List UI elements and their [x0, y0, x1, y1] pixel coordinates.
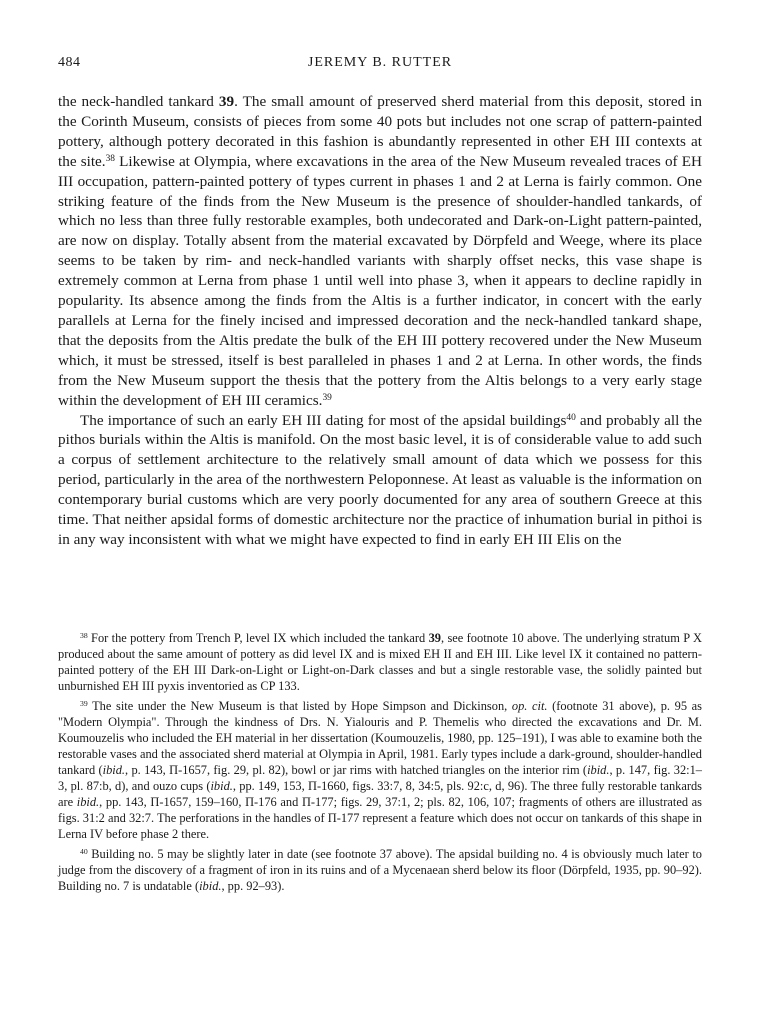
page-header	[58, 55, 702, 73]
footnote-ref-39[interactable]: 39	[322, 392, 332, 403]
text-run: . The small amount of preserved sherd material from this deposit, stored in the Corinth Museum, consists of pieces from some 40 pots but includes not one scrap of pattern-painted pottery, although pottery decorated in this fashion is abundantly represented in other EH III contexts at the site.	[58, 93, 702, 170]
text-run: Likewise at Olympia, where excavations in the area of the New Museum revealed traces of EH III occupation, pattern-painted pottery of types current in phases 1 and 2 at Lerna is fairly common. One striking feature of the finds from the New Museum is the presence of shoulder-handled tankards, of which no less than three fully restorable examples, both undecorated and Dark-on-Light pattern-painted, are now on display. Totally absent from the material excavated by Dörpfeld and Weege, where its place seems to be taken by rim- and neck-handled variants with sharply offset necks, this vase shape is extremely common at Lerna from phase 1 until well into phase 3, when it appears to decline rapidly in popularity. Its absence among the finds from the Altis is a further indicator, in concert with the early parallels at Lerna for the finely incised and impressed decoration and the neck-handled tankard shape, that the deposits from the Altis predate the bulk of the EH III pottery recovered under the New Museum which, it must be stressed, itself is best paralleled in phases 1 and 2 at Lerna. In other words, the finds from the New Museum support the thesis that the pottery from the Altis belongs to a very early stage within the development of EH III ceramics.	[58, 152, 702, 409]
citation-abbrev: ibid.	[587, 763, 610, 777]
text-run: , pp. 92–93).	[221, 879, 285, 893]
main-text	[58, 92, 702, 550]
catalogue-number: 39	[218, 93, 235, 110]
citation-abbrev: ibid.	[210, 779, 233, 793]
citation-abbrev: ibid.	[102, 763, 126, 777]
citation-abbrev: ibid.	[199, 879, 222, 893]
page-number: 484	[58, 55, 81, 70]
catalogue-number: 39	[428, 631, 441, 645]
footnote-38	[58, 630, 702, 694]
footnote-ref-40[interactable]: 40	[566, 412, 576, 423]
text-run: , see footnote 10 above. The underlying stratum P X produced about the same amount of pottery as did level IX and is mixed EH II and EH III. Like level IX it contained no pattern-painted pottery of the EH III Dark-on-Light or Light-on-Dark classes and but a single restorable vase, the solidly painted but unburnished EH III pyxis inventoried as CP 133.	[58, 631, 702, 693]
text-run: the neck-handled tankard	[58, 93, 219, 110]
text-run: Building no. 5 may be slightly later in date (see footnote 37 above). The apsidal building no. 4 is obviously much later to judge from the discovery of a fragment of iron in its ruins and of a Mycenaean sherd below its floor (Dörpfeld, 1935, pp. 90–92). Building no. 7 is undatable (	[58, 847, 702, 893]
text-run: , pp. 149, 153, Π-1660, figs. 33:7, 8, 34:5, pls. 92:c, d, 96). The three fully restorable tankards are	[58, 779, 702, 809]
text-run: (footnote 31 above), p. 95 as "Modern Olympia". Through the kindness of Drs. N. Yialouris and P. Themelis who directed the excavations and Dr. M. Koumouzelis who included the EH material in her dissertation (Koumouzelis, 1980, pp. 125–191), I was able to examine both the restorable vases and the associated sherd material at Olympia in April, 1981. Early types include a dark-ground, shoulder-handled tankard (	[58, 699, 702, 777]
paragraph-1	[58, 92, 702, 411]
citation-abbrev: ibid.	[76, 795, 100, 809]
text-run: The importance of such an early EH III dating for most of the apsidal buildings	[80, 411, 567, 429]
text-run: , pp. 143, Π-1657, 159–160, Π-176 and Π-177; figs. 29, 37:1, 2; pls. 82, 106, 107; fragments of others are illustrated as figs. 31:2 and 32:7. The perforations in the handles of Π-177 represent a feature which does not occur on tankards of this shape in Lerna IV before phase 2 there.	[58, 795, 702, 841]
text-run: and probably all the pithos burials within the Altis is manifold. On the most basic level, it is of considerable value to add such a corpus of settlement architecture to the relatively small amount of data which we possess for this period, particularly in the area of the northwestern Peloponnese. At least as valuable is the information on contemporary burial customs which are very poorly documented for any area of southern Greece at this time. That neither apsidal forms of domestic architecture nor the practice of inhumation burial in pithoi is in any way inconsistent with what we might have expected to find in early EH III Elis on the	[58, 411, 702, 548]
running-head: JEREMY B. RUTTER	[307, 55, 453, 70]
footnote-39	[58, 698, 702, 842]
footnote-ref-38[interactable]: 38	[105, 153, 115, 164]
footnote-40	[58, 846, 702, 894]
footnote-number: 40	[80, 846, 88, 856]
citation-abbrev: op. cit.	[511, 699, 548, 713]
text-run: The site under the New Museum is that listed by Hope Simpson and Dickinson,	[87, 699, 512, 713]
text-run: , p. 143, Π-1657, fig. 29, pl. 82), bowl or jar rims with hatched triangles on the interior rim (	[125, 763, 588, 777]
footnotes	[58, 630, 702, 898]
paragraph-2	[58, 411, 702, 550]
footnote-number: 39	[80, 698, 88, 708]
footnote-number: 38	[80, 630, 88, 640]
text-run: , p. 147, fig. 32:1–3, pl. 87:b, d), and ouzo cups (	[58, 763, 702, 793]
text-run: For the pottery from Trench P, level IX which included the tankard	[87, 631, 429, 645]
